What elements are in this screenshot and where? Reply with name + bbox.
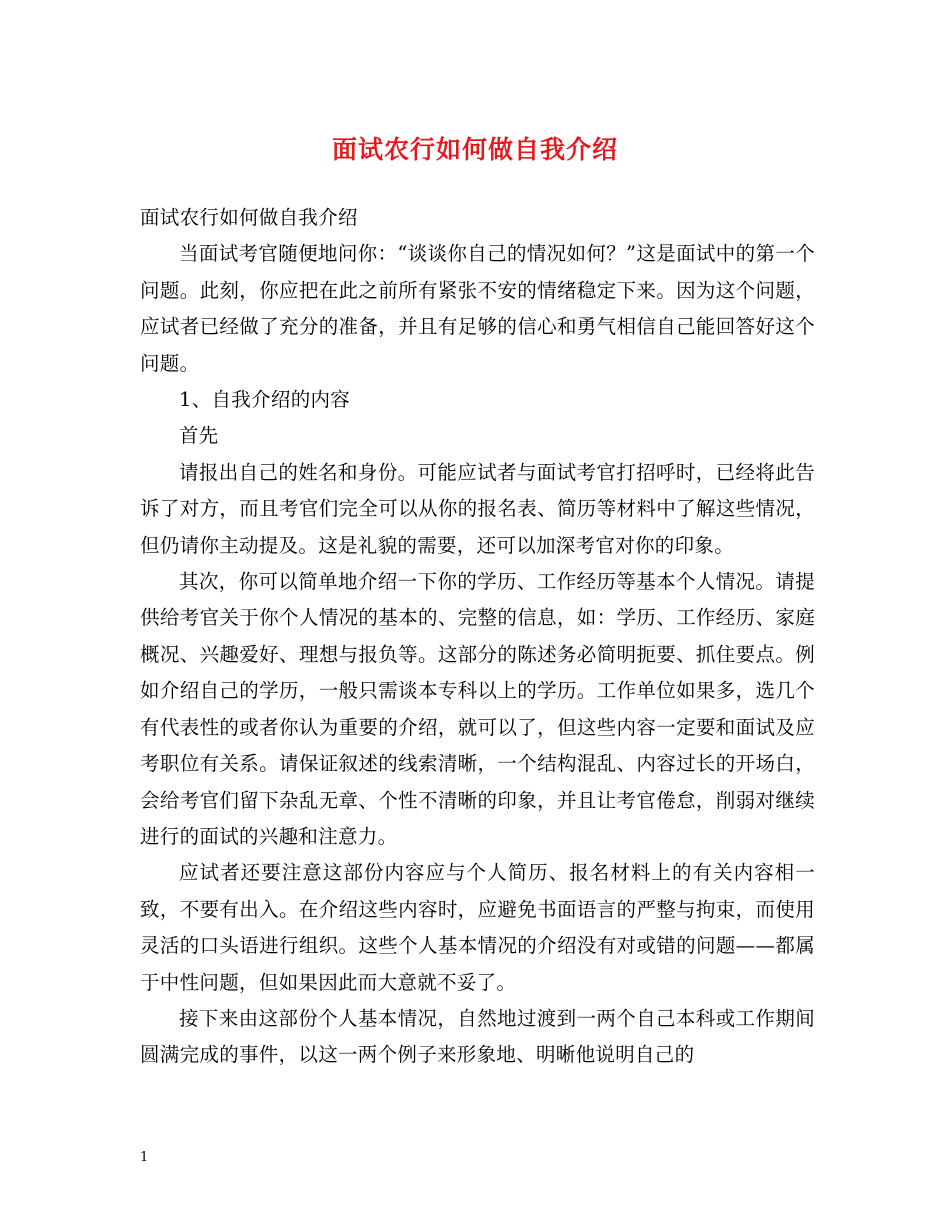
paragraph-intro: 当面试考官随便地问你：“谈谈你自己的情况如何？”这是面试中的第一个问题。此刻，你应把在此之前所有紧张不安的情绪稳定下来。因为这个问题，应试者已经做了充分的准备，并且有足够的信心和勇气相信自己能回答好这个问题。 <box>140 242 815 375</box>
section-heading: 1、自我介绍的内容 <box>179 388 351 412</box>
paragraph-second-education: 其次，你可以简单地介绍一下你的学历、工作经历等基本个人情况。请提供给考官关于你个人情况的基本的、完整的信息，如：学历、工作经历、家庭概况、兴趣爱好、理想与报负等。这部分的陈述务必简明扼要、抓住要点。例如介绍自己的学历，一般只需谈本专科以上的学历。工作单位如果多，选几个有代表性的或者你认为重要的介绍，就可以了，但这些内容一定要和面试及应考职位有关系。请保证叙述的线索清晰，一个结构混乱、内容过长的开场白，会给考官们留下杂乱无章、个性不清晰的印象，并且让考官倦怠，削弱对继续进行的面试的兴趣和注意力。 <box>140 570 815 848</box>
subtitle-paragraph: 面试农行如何做自我介绍 <box>140 206 358 229</box>
paragraph-consistency: 应试者还要注意这部份内容应与个人简历、报名材料上的有关内容相一致，不要有出入。在介绍这些内容时，应避免书面语言的严整与拘束，而使用灵活的口头语进行组织。这些个人基本情况的介绍没有对或错的问题——都属于中性问题，但如果因此而大意就不妥了。 <box>140 861 815 994</box>
paragraph-transition: 接下来由这部份个人基本情况，自然地过渡到一两个自己本科或工作期间圆满完成的事件，以这一两个例子来形象地、明晰他说明自己的 <box>140 1006 815 1067</box>
paragraph-name-identity: 请报出自己的姓名和身份。可能应试者与面试考官打招呼时，已经将此告诉了对方，而且考官们完全可以从你的报名表、简历等材料中了解这些情况，但仍请你主动提及。这是礼貌的需要，还可以加深考官对你的印象。 <box>140 460 815 557</box>
paragraph-first-label: 首先 <box>179 424 219 448</box>
document-body <box>140 200 815 1074</box>
page-number: 1 <box>140 1150 149 1165</box>
document-title: 面试农行如何做自我介绍 <box>331 135 618 164</box>
